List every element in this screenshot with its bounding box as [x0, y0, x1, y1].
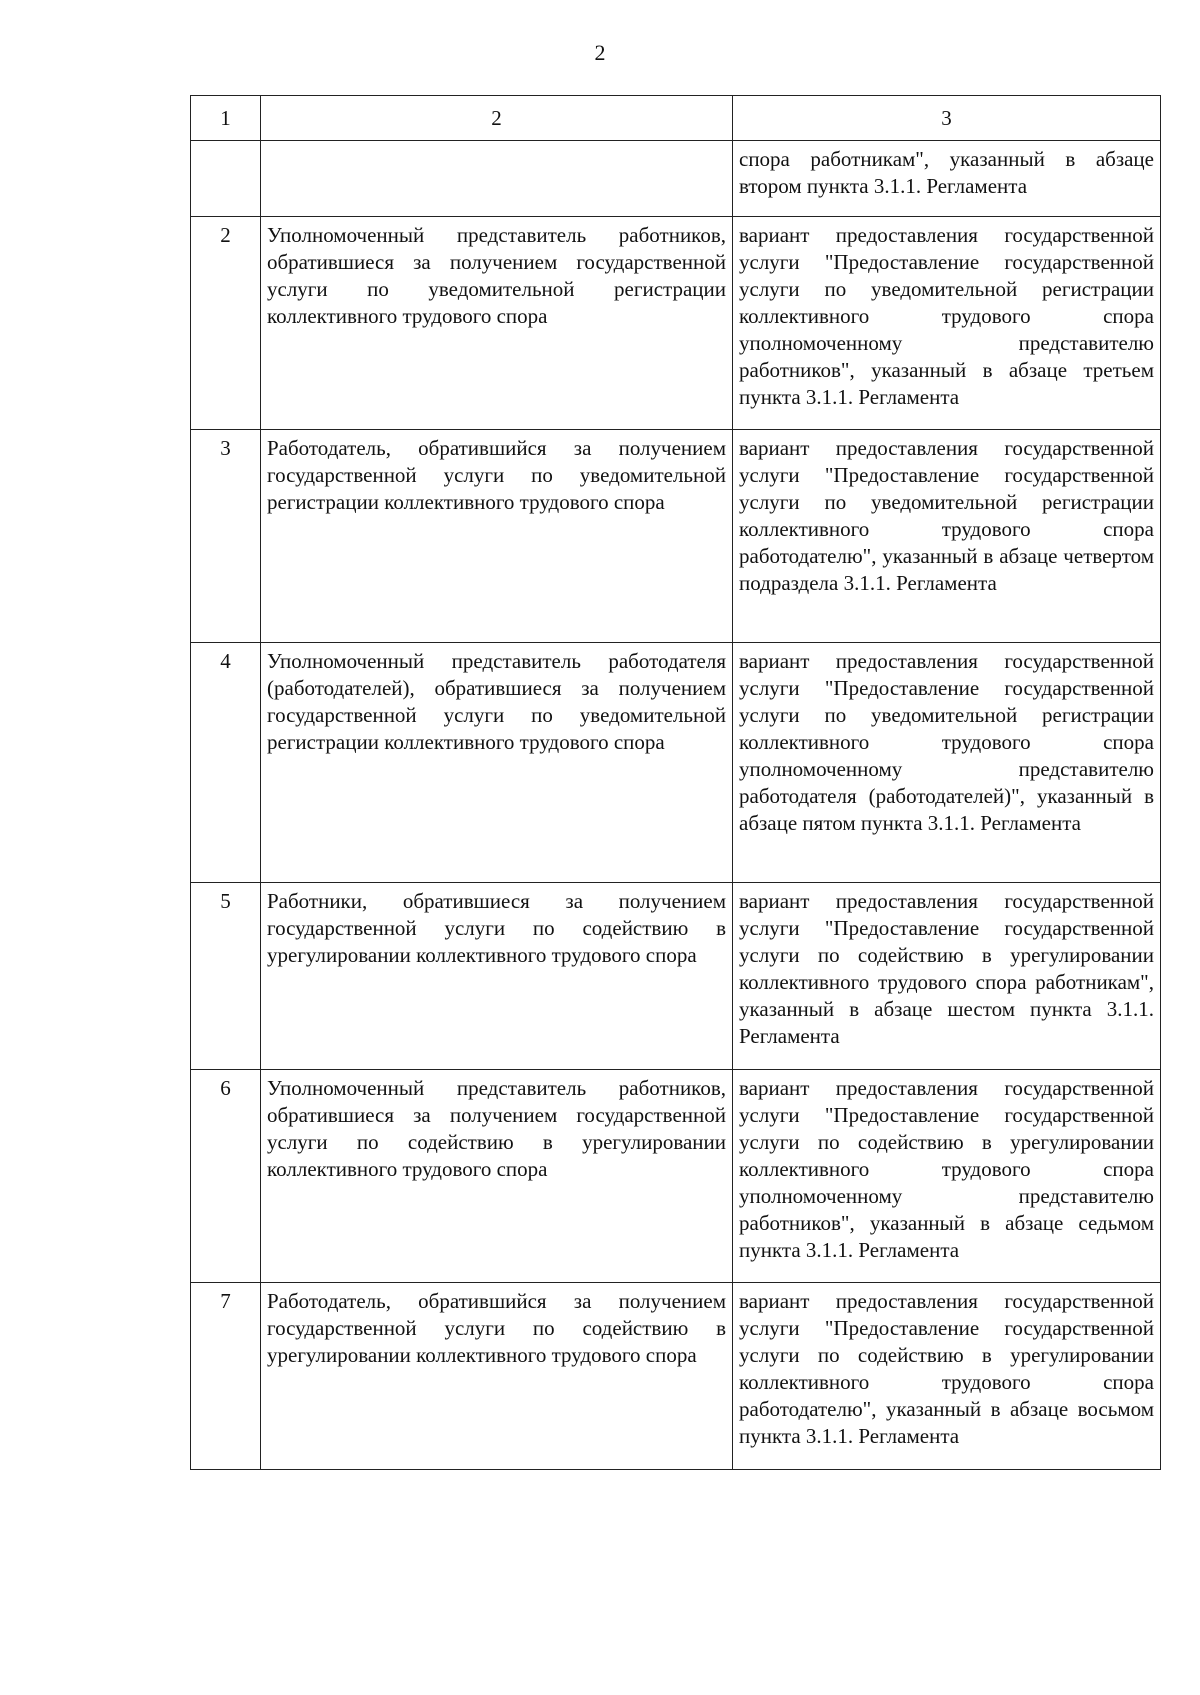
header-col-3: 3: [733, 96, 1161, 141]
table-row: [191, 141, 1161, 217]
row-number: 6: [191, 1070, 261, 1283]
table-row: [191, 430, 1161, 643]
header-col-2: 2: [261, 96, 733, 141]
table-row: [191, 1070, 1161, 1283]
table-header-row: [191, 96, 1161, 141]
applicant-category-cell: Работодатель, обратившийся за получением государственной услуги по содействию в урегулировании коллективного трудового спора: [261, 1283, 733, 1470]
document-table: [190, 95, 1161, 1470]
applicant-category-cell: Уполномоченный представитель работников, обратившиеся за получением государственной услуги по содействию в урегулировании коллективного трудового спора: [261, 1070, 733, 1283]
row-number: 7: [191, 1283, 261, 1470]
service-variant-cell: вариант предоставления государственной услуги "Предоставление государственной услуги по уведомительной регистрации коллективного трудового спора уполномоченному представителю работников", указанный в абзаце третьем пункта 3.1.1. Регламента: [733, 217, 1161, 430]
table-row: [191, 217, 1161, 430]
row-number: 3: [191, 430, 261, 643]
applicant-category-cell: Уполномоченный представитель работодателя (работодателей), обратившиеся за получением государственной услуги по уведомительной регистрации коллективного трудового спора: [261, 643, 733, 883]
applicant-category-cell: Уполномоченный представитель работников, обратившиеся за получением государственной услуги по уведомительной регистрации коллективного трудового спора: [261, 217, 733, 430]
service-variant-cell: спора работникам", указанный в абзаце втором пункта 3.1.1. Регламента: [733, 141, 1161, 217]
row-number: [191, 141, 261, 217]
header-col-1: 1: [191, 96, 261, 141]
row-number: 4: [191, 643, 261, 883]
service-variant-cell: вариант предоставления государственной услуги "Предоставление государственной услуги по уведомительной регистрации коллективного трудового спора работодателю", указанный в абзаце четвертом подраздела 3.1.1. Регламента: [733, 430, 1161, 643]
service-variant-cell: вариант предоставления государственной услуги "Предоставление государственной услуги по содействию в урегулировании коллективного трудового спора уполномоченному представителю работников", указанный в абзаце седьмом пункта 3.1.1. Регламента: [733, 1070, 1161, 1283]
applicant-category-cell: [261, 141, 733, 217]
table-row: [191, 883, 1161, 1070]
service-variant-cell: вариант предоставления государственной услуги "Предоставление государственной услуги по содействию в урегулировании коллективного трудового спора работодателю", указанный в абзаце восьмом пункта 3.1.1. Регламента: [733, 1283, 1161, 1470]
service-variant-cell: вариант предоставления государственной услуги "Предоставление государственной услуги по уведомительной регистрации коллективного трудового спора уполномоченному представителю работодателя (работодателей)", указанный в абзаце пятом пункта 3.1.1. Регламента: [733, 643, 1161, 883]
row-number: 2: [191, 217, 261, 430]
page-number: 2: [594, 40, 606, 65]
row-number: 5: [191, 883, 261, 1070]
service-variant-cell: вариант предоставления государственной услуги "Предоставление государственной услуги по содействию в урегулировании коллективного трудового спора работникам", указанный в абзаце шестом пункта 3.1.1. Регламента: [733, 883, 1161, 1070]
applicant-category-cell: Работники, обратившиеся за получением государственной услуги по содействию в урегулировании коллективного трудового спора: [261, 883, 733, 1070]
table-row: [191, 1283, 1161, 1470]
table-row: [191, 643, 1161, 883]
applicant-category-cell: Работодатель, обратившийся за получением государственной услуги по уведомительной регистрации коллективного трудового спора: [261, 430, 733, 643]
